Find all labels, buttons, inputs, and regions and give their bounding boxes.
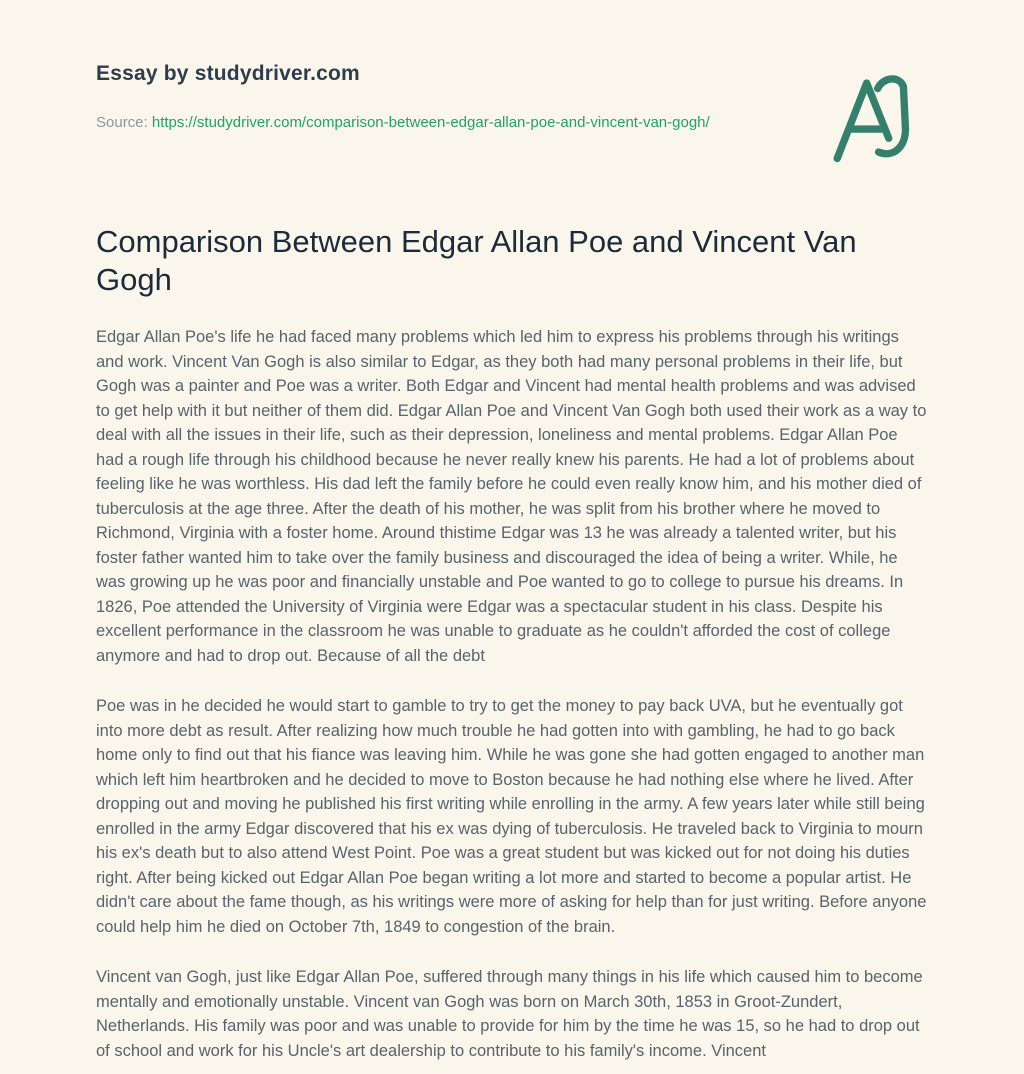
source-label: Source:: [96, 114, 148, 131]
source-line: [96, 110, 756, 135]
page-title: Comparison Between Edgar Allan Poe and Vincent Van Gogh: [96, 224, 857, 297]
essay-paragraph: Poe was in he decided he would start to gamble to try to get the money to pay back UVA, but he eventually got into more debt as result. After realizing how much trouble he had gotten into with gambling, he had to go back home only to find out that his fiance was leaving him. While he was gone she had gotten engaged to another man which left him heartbroken and he decided to move to Boston because he had nothing else where he lived. After dropping out and moving he published his first writing while enrolling in the army. A few years later while still being enrolled in the army Edgar discovered that his ex was dying of tuberculosis. He traveled back to Virginia to mourn his ex's death but to also attend West Point. Poe was a great student but was kicked out for not doing his duties right. After being kicked out Edgar Allan Poe began writing a lot more and started to become a popular artist. He didn't care about the fame though, as his writings were more of asking for help than for just writing. Before anyone could help him he died on October 7th, 1849 to congestion of the brain.: [96, 697, 927, 936]
essay-paragraph: Vincent van Gogh, just like Edgar Allan Poe, suffered through many things in his life which caused him to become mentally and emotionally unstable. Vincent van Gogh was born on March 30th, 1853 in Groot-Zundert, Netherlands. His family was poor and was unable to provide for him by the time he was 15, so he had to drop out of school and work for his Uncle's art dealership to contribute to his family's income. Vincent: [96, 968, 923, 1060]
source-url-link[interactable]: https://studydriver.com/comparison-between-edgar-allan-poe-and-vincent-van-gogh/: [151, 114, 710, 131]
essay-byline: Essay by studydriver.com: [96, 62, 360, 85]
studydriver-logo-icon: [828, 72, 920, 164]
essay-body: [96, 325, 928, 1063]
essay-paragraph: Edgar Allan Poe's life he had faced many problems which led him to express his problems through his writings and work. Vincent Van Gogh is also similar to Edgar, as they both had many personal problems in their life, but Gogh was a painter and Poe was a writer. Both Edgar and Vincent had mental health problems and was advised to get help with it but neither of them did. Edgar Allan Poe and Vincent Van Gogh both used their work as a way to deal with all the issues in their life, such as their depression, loneliness and mental problems. Edgar Allan Poe had a rough life through his childhood because he never really knew his parents. He had a lot of problems about feeling like he was worthless. His dad left the family before he could even really know him, and his mother died of tuberculosis at the age three. After the death of his mother, he was split from his brother where he moved to Richmond, Virginia with a foster home. Around thistime Edgar was 13 he was already a talented writer, but his foster father wanted him to take over the family business and discouraged the idea of being a writer. While, he was growing up he was poor and financially unstable and Poe wanted to go to college to pursue his dreams. In 1826, Poe attended the University of Virginia were Edgar was a spectacular student in his class. Despite his excellent performance in the classroom he was unable to graduate as he couldn't afforded the cost of college anymore and had to drop out. Because of all the debt: [96, 328, 927, 665]
